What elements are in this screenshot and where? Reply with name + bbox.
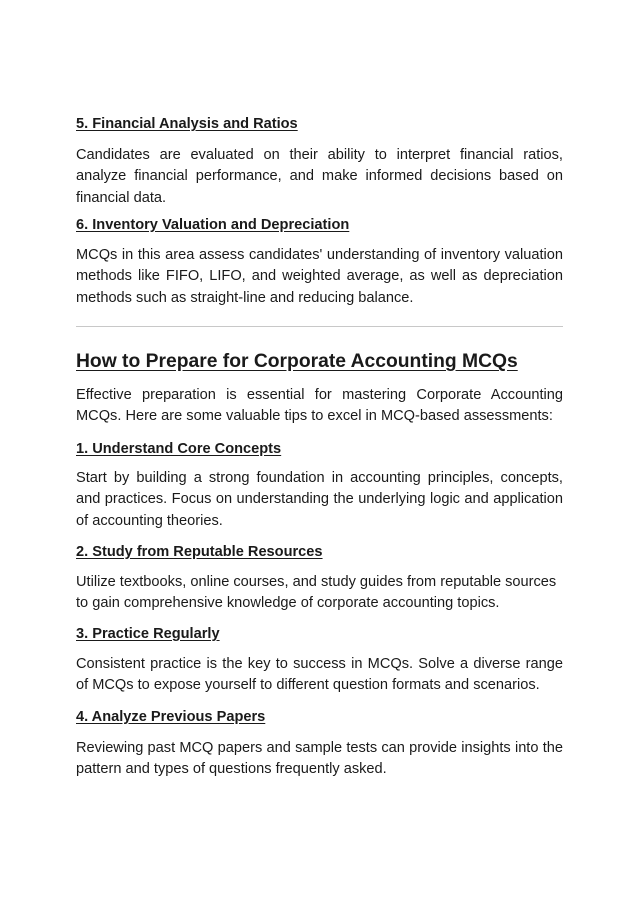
section-text-financial-analysis: Candidates are evaluated on their ability to interpret financial ratios, analyze financial performance, and make informed decisions based on financial data. bbox=[76, 147, 563, 206]
section-heading-financial-analysis: 5. Financial Analysis and Ratios bbox=[76, 116, 298, 132]
tip-heading-core-concepts: 1. Understand Core Concepts bbox=[76, 441, 282, 457]
tip-text-practice-regularly: Consistent practice is the key to success in MCQs. Solve a diverse range of MCQs to expose yourself to different question formats and scenarios. bbox=[76, 656, 563, 694]
tip-text-previous-papers: Reviewing past MCQ papers and sample tests can provide insights into the pattern and types of questions frequently asked. bbox=[76, 740, 563, 778]
horizontal-divider bbox=[76, 326, 563, 327]
section-heading-inventory-valuation: 6. Inventory Valuation and Depreciation bbox=[76, 217, 350, 233]
tip-heading-reputable-resources: 2. Study from Reputable Resources bbox=[76, 544, 323, 560]
tip-heading-practice-regularly: 3. Practice Regularly bbox=[76, 626, 220, 642]
prepare-heading: How to Prepare for Corporate Accounting MCQs bbox=[76, 351, 518, 372]
tip-heading-previous-papers: 4. Analyze Previous Papers bbox=[76, 709, 266, 725]
section-text-inventory-valuation: MCQs in this area assess candidates' understanding of inventory valuation methods like FIFO, LIFO, and weighted average, as well as depreciation methods such as straight-line and reducing balance. bbox=[76, 247, 563, 306]
prepare-intro: Effective preparation is essential for mastering Corporate Accounting MCQs. Here are some valuable tips to excel in MCQ-based assessments: bbox=[76, 387, 563, 425]
tip-text-reputable-resources: Utilize textbooks, online courses, and study guides from reputable sources to gain comprehensive knowledge of corporate accounting topics. bbox=[76, 574, 557, 612]
tip-text-core-concepts: Start by building a strong foundation in accounting principles, concepts, and practices. Focus on understanding the underlying logic and application of accounting theories. bbox=[76, 470, 563, 529]
